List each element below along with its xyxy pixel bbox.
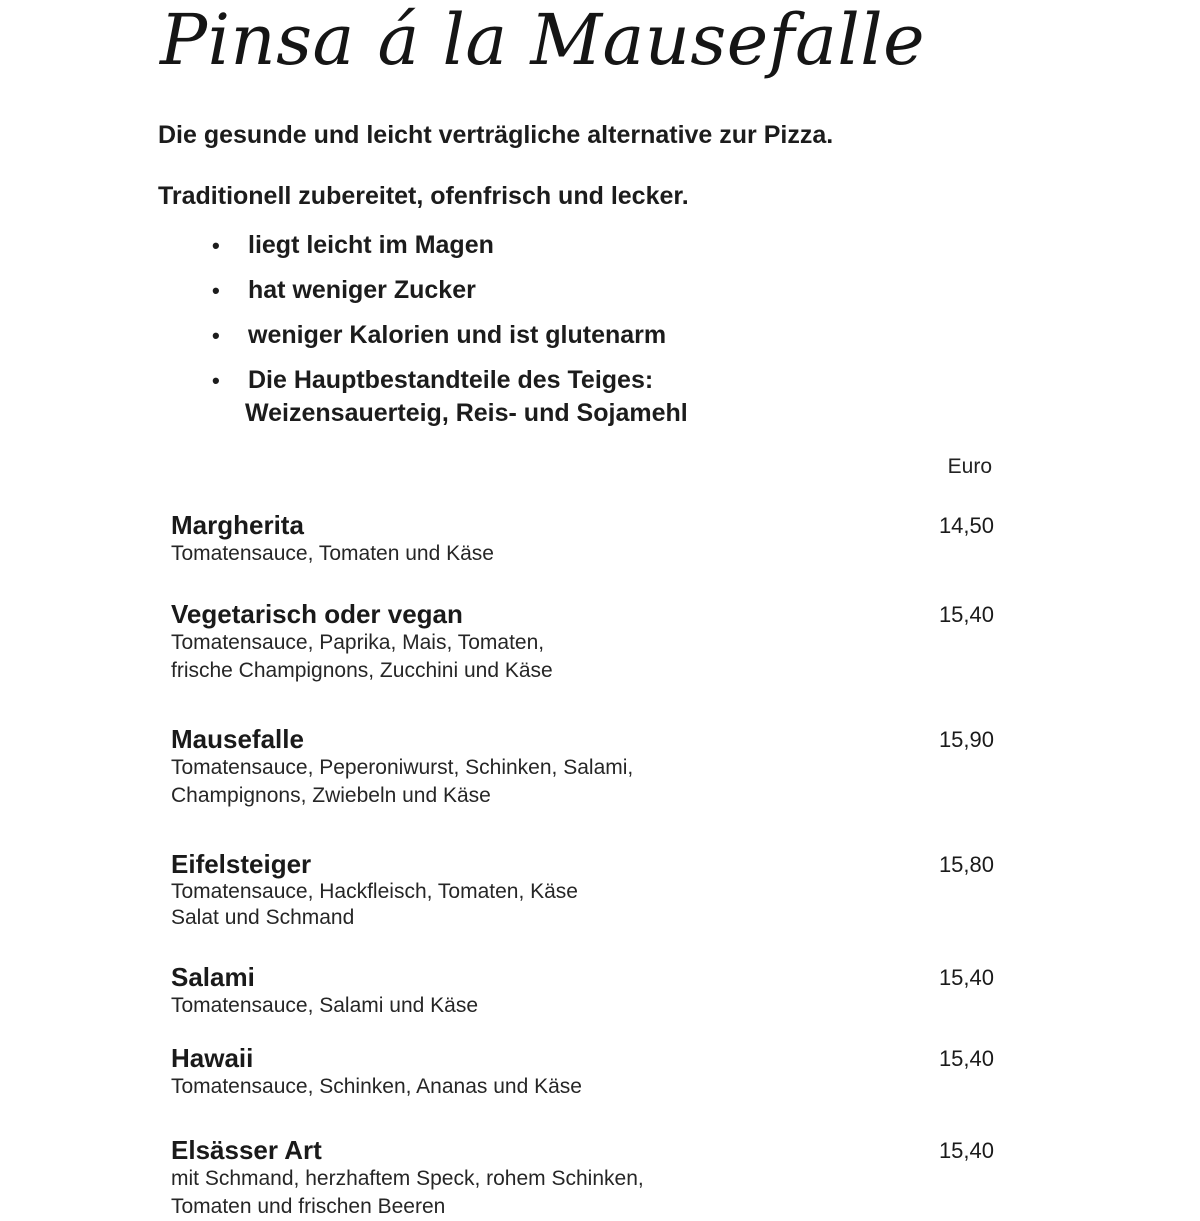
benefit-text: weniger Kalorien und ist glutenarm <box>248 321 667 349</box>
item-price: 15,80 <box>938 852 994 877</box>
item-price: 14,50 <box>938 513 994 538</box>
benefit-item <box>212 319 688 352</box>
item-description: Tomatensauce, Tomaten und Käse <box>171 542 494 565</box>
intro-line-2: Traditionell zubereitet, ofenfrisch und lecker. <box>158 182 689 210</box>
item-price: 15,40 <box>938 965 994 990</box>
item-name: Margherita <box>171 510 304 540</box>
item-name: Mausefalle <box>171 724 304 754</box>
bullet-icon: • <box>212 323 220 348</box>
intro-line-1: Die gesunde und leicht verträgliche alternative zur Pizza. <box>158 121 834 149</box>
item-name: Vegetarisch oder vegan <box>171 599 463 629</box>
benefit-item <box>212 274 688 307</box>
benefit-item <box>212 229 688 262</box>
bullet-icon: • <box>212 278 220 303</box>
item-price: 15,40 <box>938 602 994 627</box>
benefit-text: liegt leicht im Magen <box>248 231 494 259</box>
menu-item-mausefalle <box>171 724 994 810</box>
bullet-icon: • <box>212 233 220 258</box>
menu-title: Pinsa á la Mausefalle <box>160 0 926 81</box>
benefit-text: hat weniger Zucker <box>248 276 476 304</box>
item-name: Hawaii <box>171 1043 254 1073</box>
item-description: Tomatensauce, Hackfleisch, Tomaten, Käse <box>171 880 578 903</box>
menu-item-hawaii <box>171 1043 994 1101</box>
item-description: Tomatensauce, Schinken, Ananas und Käse <box>171 1075 582 1098</box>
item-description: mit Schmand, herzhaftem Speck, rohem Schinken, <box>171 1167 644 1190</box>
menu-item-salami <box>171 962 994 1020</box>
item-price: 15,40 <box>938 1138 994 1163</box>
benefit-item <box>212 364 688 430</box>
menu-item-eifelsteiger <box>171 849 994 931</box>
item-description: Tomaten und frischen Beeren <box>171 1195 446 1218</box>
item-description: Salat und Schmand <box>171 906 355 929</box>
item-description: frische Champignons, Zucchini und Käse <box>171 659 553 682</box>
item-name: Eifelsteiger <box>171 849 312 879</box>
menu-item-margherita <box>171 510 994 568</box>
currency-header: Euro <box>947 455 992 478</box>
menu-item-elsaesser-art <box>171 1135 994 1221</box>
item-name: Elsässer Art <box>171 1135 322 1165</box>
bullet-icon: • <box>212 368 220 393</box>
item-description: Tomatensauce, Peperoniwurst, Schinken, Salami, <box>171 756 634 779</box>
benefits-list <box>212 229 688 442</box>
item-name: Salami <box>171 962 255 992</box>
menu-item-vegetarisch <box>171 599 994 685</box>
item-description: Tomatensauce, Paprika, Mais, Tomaten, <box>171 631 545 654</box>
item-description: Tomatensauce, Salami und Käse <box>171 994 479 1017</box>
item-description: Champignons, Zwiebeln und Käse <box>171 784 491 807</box>
item-price: 15,40 <box>938 1046 994 1071</box>
benefit-continuation: Weizensauerteig, Reis- und Sojamehl <box>245 399 688 427</box>
item-price: 15,90 <box>938 727 994 752</box>
benefit-text: Die Hauptbestandteile des Teiges: <box>248 366 654 394</box>
